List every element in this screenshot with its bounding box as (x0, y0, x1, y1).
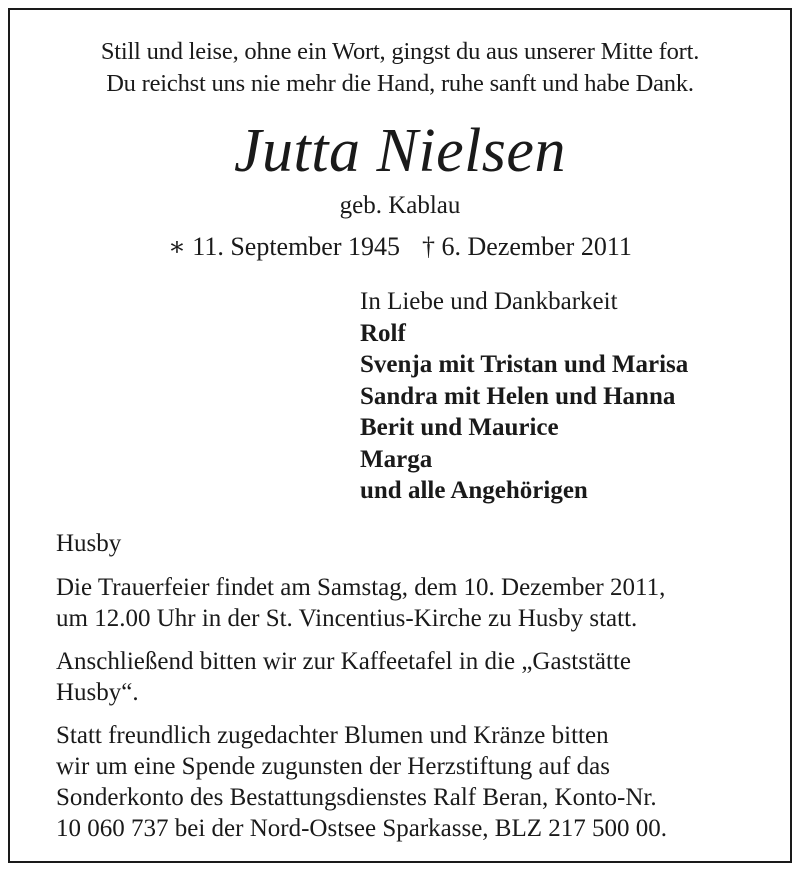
place-line: Husby (56, 530, 122, 557)
reception-line-1: Anschließend bitten wir zur Kaffeetafel in die „Gaststätte (56, 648, 632, 675)
life-dates (10, 231, 790, 263)
verse-line-2: Du reichst uns nie mehr die Hand, ruhe sanft und habe Dank. (106, 70, 694, 97)
funeral-line-1: Die Trauerfeier findet am Samstag, dem 10. Dezember 2011, (56, 574, 666, 601)
mourner-name: und alle Angehörigen (360, 477, 588, 504)
donation-line-4: 10 060 737 bei der Nord-Ostsee Sparkasse, BLZ 217 500 00. (56, 815, 668, 842)
donation-line-3: Sonderkonto des Bestattungsdienstes Ralf Beran, Konto-Nr. (56, 784, 657, 811)
mourner-name: Sandra mit Helen und Hanna (360, 382, 676, 410)
funeral-info (56, 572, 750, 634)
obituary-notice (8, 8, 792, 863)
mourner-name: Svenja mit Tristan und Marisa (360, 351, 689, 378)
death-date: † 6. Dezember 2011 (422, 232, 632, 261)
donation-line-1: Statt freundlich zugedachter Blumen und Kränze bitten (56, 722, 609, 749)
reception-line-2: Husby“. (56, 679, 139, 706)
verse-line-1: Still und leise, ohne ein Wort, gingst du aus unserer Mitte fort. (100, 38, 700, 65)
birth-date: ∗ 11. September 1945 (168, 232, 401, 261)
mourner-name: Marga (360, 445, 433, 473)
donation-info (56, 720, 750, 844)
place-name (56, 528, 750, 559)
funeral-line-2: um 12.00 Uhr in der St. Vincentius-Kirche zu Husby statt. (56, 605, 638, 632)
mourners-intro: In Liebe und Dankbarkeit (360, 288, 618, 315)
donation-line-2: wir um eine Spende zugunsten der Herzstiftung auf das (56, 753, 611, 780)
mourner-name: Berit und Maurice (360, 414, 559, 441)
memorial-verse (10, 36, 790, 100)
maiden-name: geb. Kablau (339, 192, 461, 219)
mourners-list (360, 286, 688, 507)
deceased-name: Jutta Nielsen (234, 117, 566, 185)
mourner-name: Rolf (360, 319, 406, 347)
reception-info (56, 646, 750, 708)
